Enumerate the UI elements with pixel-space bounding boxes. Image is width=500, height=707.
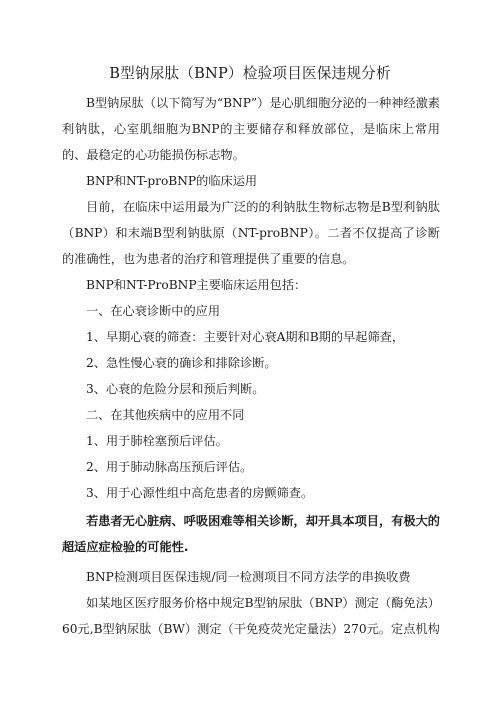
list-item: 2、急性慢心衰的确诊和排除诊断。 — [86, 356, 277, 370]
list-item: 1、用于肺栓塞预后评估。 — [86, 434, 228, 448]
list-item: 3、用于心源性组中高危患者的房颤筛查。 — [86, 486, 314, 500]
list-item: 2、用于肺动脉高压预后评估。 — [86, 460, 253, 474]
paragraph-price-example: 如某地区医疗服务价格中规定B型钠尿肽（BNP）测定（酶免法）60元,B型钠尿肽（BW）测定（干免疫荧光定量法）270元。定点机构 — [62, 596, 440, 636]
heading-main-uses: BNP和NT-ProBNP主要临床运用包括： — [86, 278, 307, 292]
list-item: 3、心衰的危险分层和预后判断。 — [86, 382, 265, 396]
intro-paragraph: B型钠尿肽（以下简写为“BNP”）是心肌细胞分泌的一种神经激素利钠肽，心室肌细胞为BNP的主要储存和释放部位，是临床上常用的、最稳定的心功能损伤标志物。 — [62, 96, 440, 162]
heading-violation: BNP检测项目医保违规/同一检测项目不同方法学的串换收费 — [86, 570, 411, 584]
section-heart-failure: 一、在心衰诊断中的应用 — [86, 304, 221, 318]
warning-paragraph: 若患者无心脏病、呼吸困难等相关诊断，却开具本项目，有极大的超适应症检验的可能性. — [62, 514, 440, 554]
paragraph-current-use: 目前，在临床中运用最为广泛的的利钠肽生物标志物是B型利钠肽（BNP）和末端B型利钠肽原（NT-proBNP）。二者不仅提高了诊断的准确性，也为患者的治疗和管理提供了重要的信息。 — [62, 200, 440, 266]
document-title: B型钠尿肽（BNP）检验项目医保违规分析 — [109, 65, 391, 82]
heading-clinical-use: BNP和NT-proBNP的临床运用 — [86, 174, 258, 188]
section-other-diseases: 二、在其他疾病中的应用不同 — [86, 408, 245, 422]
list-item: 1、早期心衰的筛查：主要针对心衰A期和B期的早起筛查， — [86, 330, 405, 344]
